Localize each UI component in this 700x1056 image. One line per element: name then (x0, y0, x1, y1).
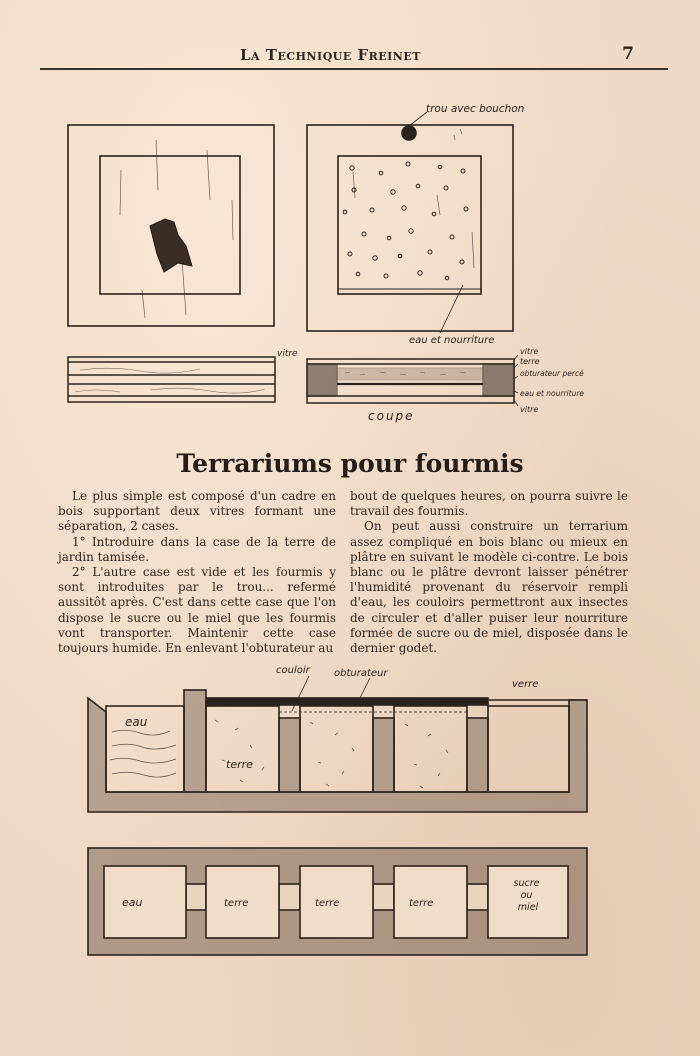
article-paragraph: bout de quelques heures, on pourra suivre le travail des fourmis. (350, 489, 628, 519)
article-paragraph: Le plus simple est composé d'un cadre en bois supportant deux vitres formant une séparation, 2 cases. (58, 489, 336, 534)
label-hole: trou avec bouchon (426, 103, 525, 115)
label-corridor: couloir (276, 665, 310, 676)
section-label-glass-bottom: vitre (520, 405, 539, 414)
plan-label-earth-1: terre (224, 898, 249, 909)
label-section: coupe (368, 409, 415, 423)
side-elevation (88, 676, 587, 812)
label-glass-left: vitre (277, 349, 298, 359)
article-paragraph: 1° Introduire dans la case de la terre de jardin tamisée. (58, 534, 336, 564)
section-label-glass-top: vitre (520, 347, 539, 356)
label-glass: verre (512, 679, 539, 690)
section-label-earth: terre (520, 357, 540, 366)
plan-label-earth-3: terre (409, 898, 434, 909)
plan-label-water: eau (122, 896, 143, 909)
article-paragraph: 2° L'autre case est vide et les fourmis y sont introduites par le trou... refermé aussitôt après. C'est dans cette case que l'on dispose le sucre ou le miel que les fourmis vont transporter. Maintenir cette case toujours humide. En enlevant l'obturateur au (58, 565, 336, 656)
article-paragraph: On peut aussi construire un terrarium assez compliqué en bois blanc ou mieux en plâtre en suivant le modèle ci-contre. Le bois blanc ou le plâtre devront laisser pénétrer l'humidité provenant du réservoir rempli d'eau, les couloirs permettront aux insectes de circuler et d'aller puiser leur nourriture formée de sucre ou de miel, disposée dans le dernier godet. (350, 519, 628, 656)
article-title: Terrariums pour fourmis (176, 449, 524, 478)
section-label-shutter: obturateur percé (520, 369, 584, 378)
label-earth-side: terre (226, 758, 253, 771)
plan-label-sugar-honey: sucre ou miel (513, 878, 540, 913)
label-water-side: eau (125, 715, 148, 729)
plan-label-earth-2: terre (315, 898, 340, 909)
section-label-water-food: eau et nourriture (520, 389, 585, 398)
page-number: 7 (622, 44, 634, 64)
running-title: La Technique Freinet (240, 46, 421, 64)
label-water-food: eau et nourriture (409, 335, 495, 346)
label-shutter: obturateur (334, 668, 388, 679)
